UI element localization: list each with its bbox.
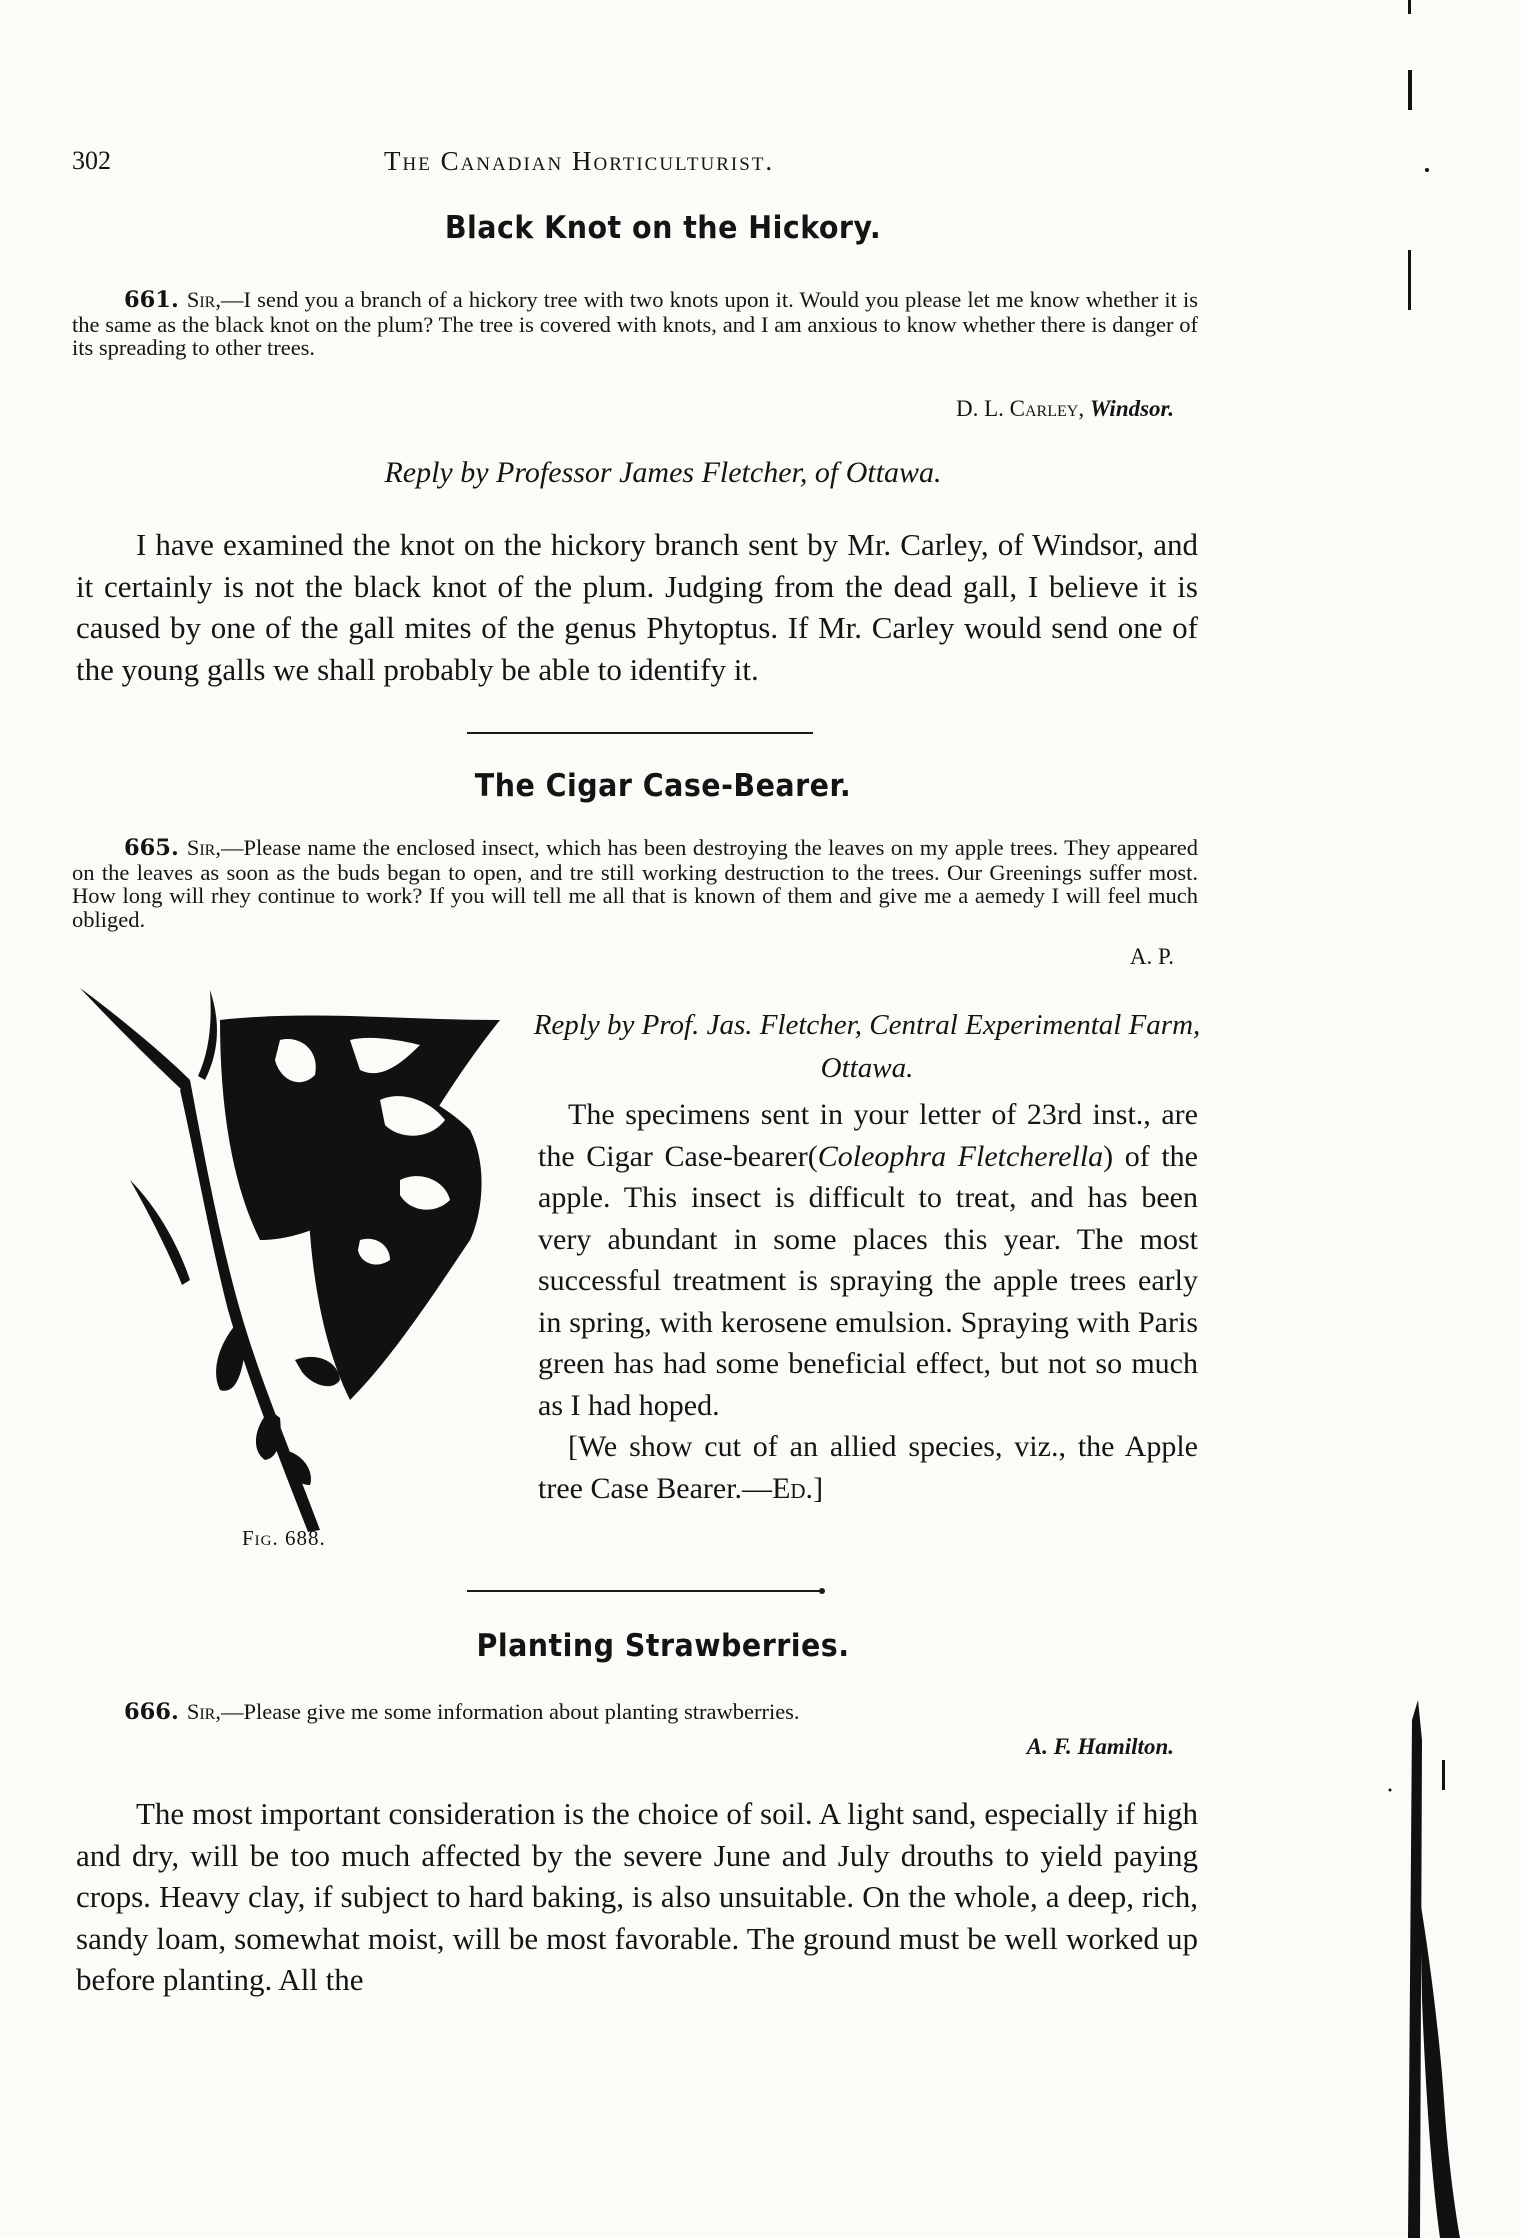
section-divider (467, 732, 813, 734)
letter-text: —Please give me some information about planting strawberries. (220, 1699, 800, 1724)
editor-note-text: [We show cut of an allied species, viz., the Apple tree Case Bearer.— (538, 1430, 1198, 1505)
letter-665 (72, 836, 1198, 931)
reply-body-case-bearer (538, 1094, 1198, 1509)
editor-note-close: ] (813, 1471, 824, 1505)
running-head (72, 146, 1212, 186)
letter-salutation: Sir, (186, 1699, 221, 1724)
editor-note (538, 1426, 1198, 1509)
signature-name: A. F. Hamilton. (1026, 1734, 1174, 1759)
letter-661 (72, 288, 1198, 360)
page-number: 302 (72, 146, 111, 175)
case-bearer-illustration (70, 980, 530, 1540)
reply-paragraph (538, 1094, 1198, 1426)
section-heading-planting-strawberries: Planting Strawberries. (476, 1628, 850, 1664)
reply-body-hickory (76, 524, 1198, 690)
scan-edge-marks (1360, 0, 1521, 2238)
reply-text-part: The specimens sent in your letter of 23rd inst., are the Cigar Case-bearer( (538, 1098, 1198, 1173)
strawberry-body (76, 1793, 1198, 2001)
letter-salutation: Sir, (186, 287, 221, 312)
editor-abbrev: Ed. (772, 1471, 814, 1505)
letter-salutation: Sir, (186, 835, 221, 860)
letter-text: —Please name the enclosed insect, which has been destroying the leaves on my apple trees. They appeared on the leaves as soon as the buds began to open, and tre still working destruction to the trees. Our Greenings suffer most. How long will rhey continue to work? If you will tell me all that is known of them and give me a aemedy I will feel much obliged. (72, 835, 1198, 932)
divider-dot (819, 1588, 825, 1594)
reply-heading-central-farm: Reply by Prof. Jas. Fletcher, Central Experimental Farm, Ottawa. (533, 1009, 1201, 1084)
signature-name: D. L. Carley, (956, 396, 1085, 421)
signature-name: A. P. (1129, 944, 1174, 969)
reply-paragraph: I have examined the knot on the hickory branch sent by Mr. Carley, of Windsor, and it certainly is not the black knot of the plum. Judging from the dead gall, I believe it is caused by one of the gall mites of the genus Phytoptus. If Mr. Carley would send one of the young galls we shall probably be able to identify it. (76, 527, 1198, 687)
body-paragraph: The most important consideration is the choice of soil. A light sand, especially if high and dry, will be too much affected by the severe June and July drouths to yield paying crops. Heavy clay, if subject to hard baking, is also unsuitable. On the whole, a deep, rich, sandy loam, somewhat moist, will be most favorable. The ground must be well worked up before planting. All the (76, 1796, 1198, 1997)
section-heading-cigar-case-bearer: The Cigar Case-Bearer. (474, 768, 852, 804)
figure-caption: Fig. 688. (242, 1526, 326, 1550)
reply-heading-fletcher: Reply by Professor James Fletcher, of Ottawa. (384, 456, 942, 489)
signature-ap (1130, 944, 1174, 970)
letter-number: 666. (124, 1699, 179, 1725)
signature-hamilton (1027, 1734, 1174, 1760)
signature-place: Windsor. (1089, 396, 1174, 421)
reply-text-part: ) of the apple. This insect is difficult to treat, and has been very abundant in some places this year. The most successful treatment is spraying the apple trees early in spring, with kerosene emulsion. Spraying with Paris green has had some beneficial effect, but not so much as I had hoped. (538, 1139, 1199, 1422)
section-heading-black-knot: Black Knot on the Hickory. (444, 210, 882, 246)
letter-666 (72, 1700, 1198, 1725)
letter-number: 661. (124, 287, 179, 313)
letter-text: —I send you a branch of a hickory tree with two knots upon it. Would you please let me know whether it is the same as the black knot on the plum? The tree is covered with knots, and I am anxious to know whether there is danger of its spreading to other trees. (72, 287, 1198, 360)
signature-carley (956, 396, 1174, 422)
species-name: Coleophra Fletcherella (817, 1139, 1104, 1173)
journal-title: The Canadian Horticulturist. (384, 146, 775, 176)
letter-number: 665. (124, 835, 179, 861)
section-divider (467, 1590, 821, 1592)
